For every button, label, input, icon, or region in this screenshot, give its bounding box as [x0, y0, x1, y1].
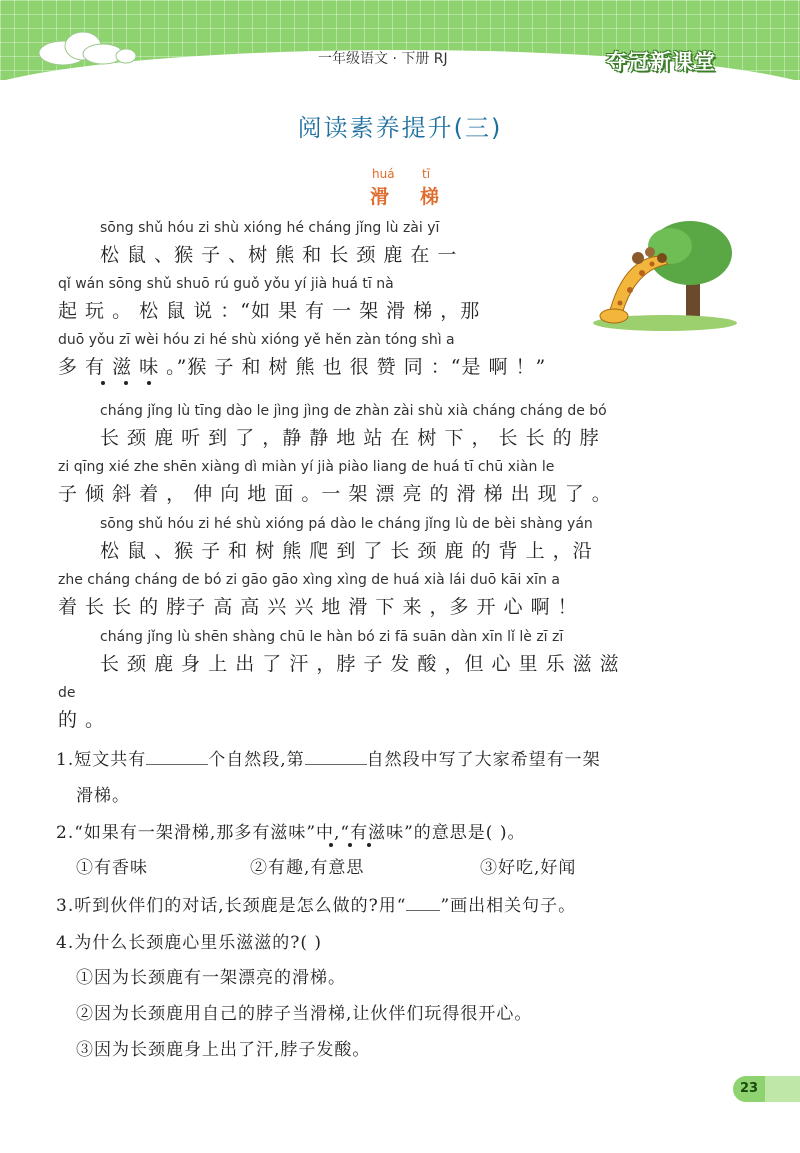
option-c[interactable]: ③因为长颈鹿身上出了汗,脖子发酸。: [76, 1040, 371, 1060]
emphasis-dot: [329, 843, 333, 847]
emphasis-dot: [101, 381, 105, 385]
option-b[interactable]: ②有趣,有意思: [250, 858, 365, 878]
pinyin-line: sōng shǔ hóu zi shù xióng hé cháng jǐng lù zài yī: [100, 220, 440, 236]
question-1: 1.短文共有 个自然段,第 自然段中写了大家希望有一架: [56, 750, 601, 770]
pinyin-line: de: [58, 685, 76, 701]
pinyin-line: qǐ wán sōng shǔ shuō rú guǒ yǒu yí jià huá tī nà: [58, 276, 394, 292]
page-number: 23: [733, 1076, 765, 1102]
grade-label: 一年级语文 · 下册 RJ: [318, 51, 448, 67]
subtitle-char: 梯: [420, 186, 440, 208]
subtitle-pinyin: tī: [422, 167, 431, 181]
emphasis-dot: [367, 843, 371, 847]
pinyin-line: duō yǒu zī wèi hóu zi hé shù xióng yě hěn zàn tóng shì a: [58, 332, 455, 348]
option-a[interactable]: ①有香味: [76, 858, 148, 878]
giraffe-tree-illustration: [590, 218, 740, 333]
subtitle-pinyin: huá: [372, 167, 395, 181]
story-line: 着 长 长 的 脖子 高 高 兴 兴 地 滑 下 来 ，多 开 心 啊 ！: [58, 596, 578, 618]
option-a[interactable]: ①因为长颈鹿有一架漂亮的滑梯。: [76, 968, 346, 988]
pinyin-line: cháng jǐng lù tīng dào le jìng jìng de zhàn zài shù xià cháng cháng de bó: [100, 403, 607, 419]
pinyin-line: sōng shǔ hóu zi hé shù xióng pá dào le cháng jǐng lù de bèi shàng yán: [100, 516, 593, 532]
underline-sample: [406, 910, 440, 911]
emphasis-dot: [124, 381, 128, 385]
brand-logo: 夺冠新课堂: [606, 50, 716, 74]
story-line: 多 有 滋 味 。”猴 子 和 树 熊 也 很 赞 同 ：“是 啊 ！”: [58, 356, 547, 378]
emphasis-dot: [147, 381, 151, 385]
pinyin-line: zhe cháng cháng de bó zi gāo gāo xìng xìng de huá xià lái duō kāi xīn a: [58, 572, 560, 588]
story-line: 的 。: [58, 709, 106, 731]
answer-blank[interactable]: [305, 764, 367, 765]
page-number-tab: [765, 1076, 800, 1102]
story-line: 长 颈 鹿 听 到 了 ，静 静 地 站 在 树 下 ， 长 长 的 脖: [100, 427, 600, 449]
option-b[interactable]: ②因为长颈鹿用自己的脖子当滑梯,让伙伴们玩得很开心。: [76, 1004, 533, 1024]
option-c[interactable]: ③好吃,好闻: [480, 858, 577, 878]
question-4: 4.为什么长颈鹿心里乐滋滋的?( ): [56, 933, 323, 953]
pinyin-line: zi qīng xié zhe shēn xiàng dì miàn yí jià piào liang de huá tī chū xiàn le: [58, 459, 555, 475]
subtitle-char: 滑: [370, 186, 390, 208]
question-1-cont: 滑梯。: [76, 786, 130, 806]
emphasis-dot: [348, 843, 352, 847]
question-3: 3.听到伙伴们的对话,长颈鹿是怎么做的?用“ ”画出相关句子。: [56, 896, 577, 916]
pinyin-line: cháng jǐng lù shēn shàng chū le hàn bó zi fā suān dàn xīn lǐ lè zī zī: [100, 629, 564, 645]
story-line: 子 倾 斜 着 ， 伸 向 地 面 。一 架 漂 亮 的 滑 梯 出 现 了 。: [58, 483, 612, 505]
story-line: 起 玩 。 松 鼠 说 ：“如 果 有 一 架 滑 梯 ，那: [58, 300, 481, 322]
cloud-icon: [28, 28, 138, 68]
answer-blank[interactable]: [146, 764, 208, 765]
question-2: 2.“如果有一架滑梯,那多有滋味”中,“有滋味”的意思是( )。: [56, 823, 526, 843]
story-line: 长 颈 鹿 身 上 出 了 汗 ，脖 子 发 酸 ，但 心 里 乐 滋 滋: [100, 653, 620, 675]
story-line: 松 鼠 、猴 子 和 树 熊 爬 到 了 长 颈 鹿 的 背 上 ，沿: [100, 540, 593, 562]
page-title: 阅读素养提升(三): [297, 114, 503, 142]
story-line: 松 鼠 、猴 子 、树 熊 和 长 颈 鹿 在 一: [100, 244, 458, 266]
